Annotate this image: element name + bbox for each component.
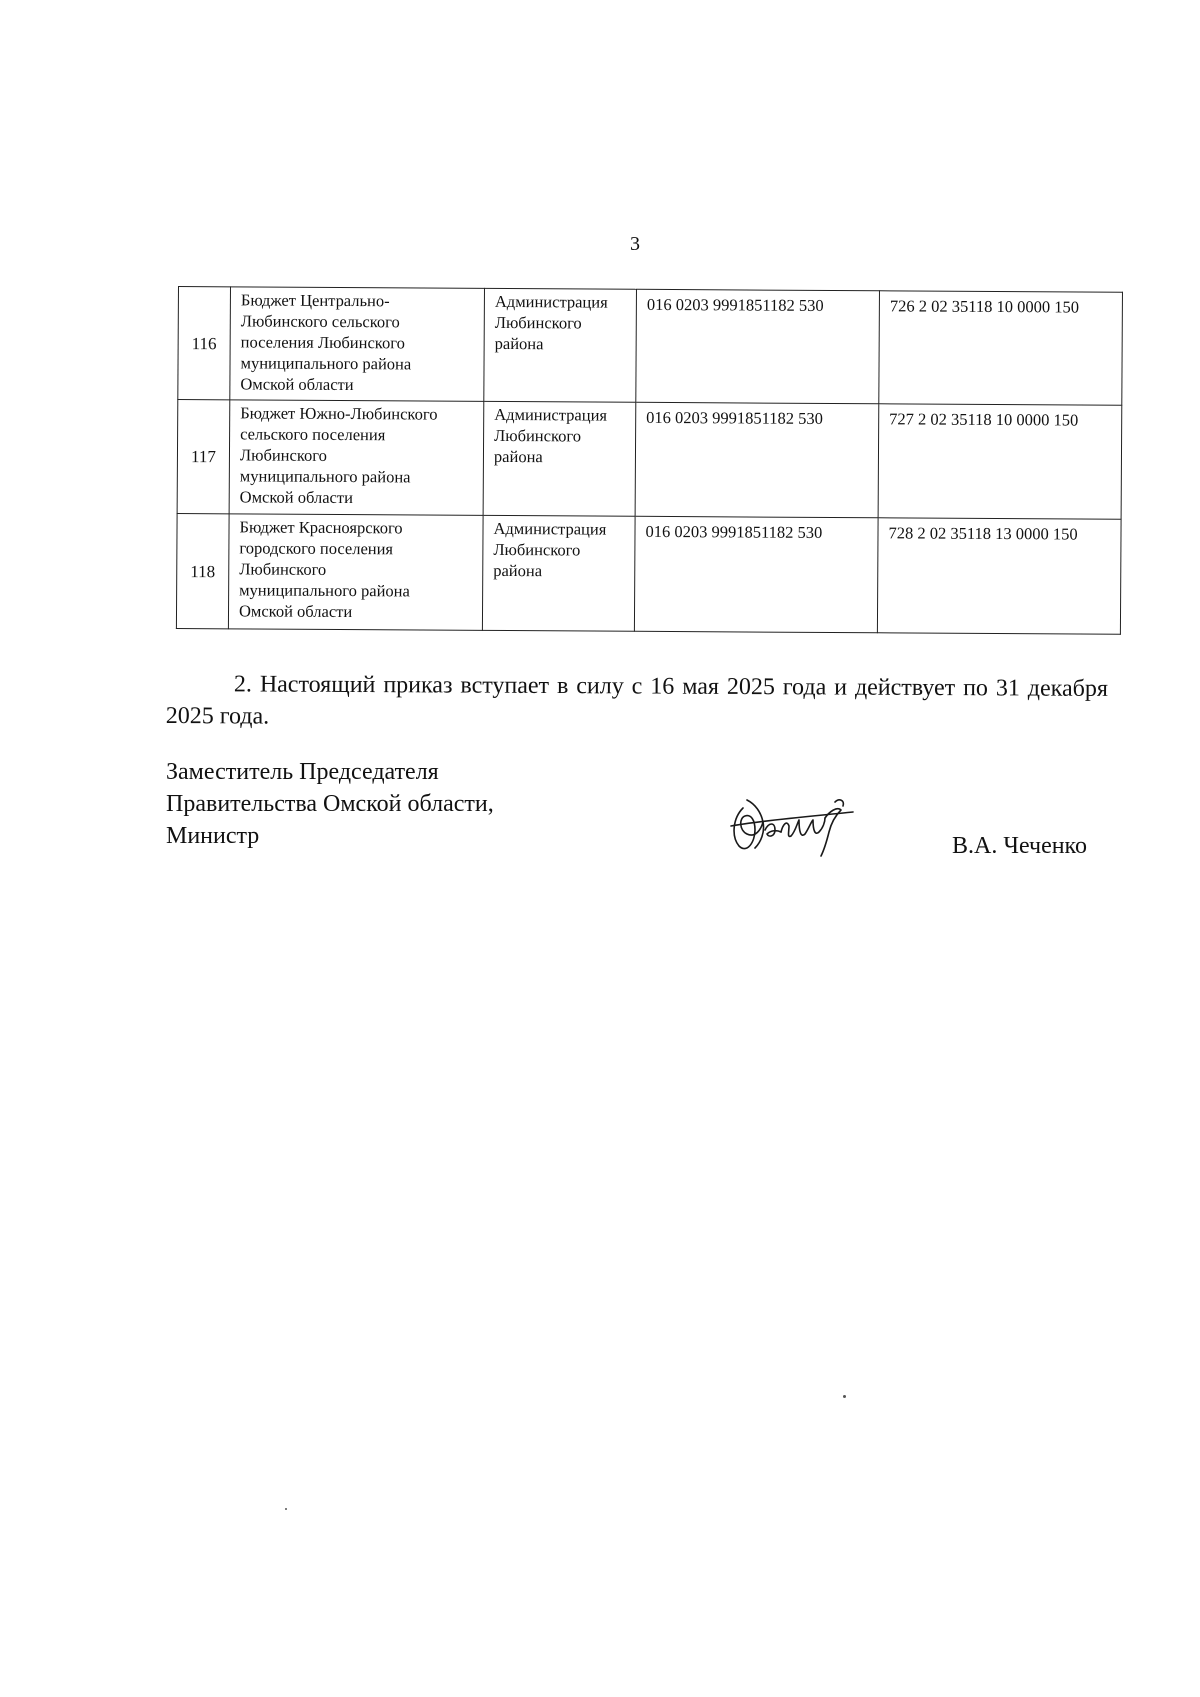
income-code-cell: 727 2 02 35118 10 0000 150	[878, 404, 1122, 519]
budget-name-line: Любинского	[239, 445, 327, 465]
administrator-line: района	[493, 560, 543, 581]
budget-name-line: Омской области	[238, 601, 353, 622]
row-number: 116	[178, 287, 231, 400]
administrator-line: Любинского	[494, 312, 582, 333]
budget-name-line: муниципального района	[240, 353, 412, 374]
administrator-line: Администрация	[493, 518, 607, 539]
administrator-line: Любинского	[494, 425, 582, 446]
table-row	[178, 287, 1123, 406]
signer-title-line: Правительства Омской области,	[166, 791, 494, 817]
treasury-code-cell: 016 0203 9991851182 530	[635, 402, 879, 517]
income-code-cell: 726 2 02 35118 10 0000 150	[879, 291, 1123, 405]
budget-name-line: Бюджет Южно-Любинского	[240, 403, 438, 424]
budget-name-line: поселения Любинского	[240, 332, 405, 353]
signer-title	[166, 756, 494, 852]
budget-name-line: Любинского сельского	[240, 311, 400, 332]
row-number: 118	[176, 513, 229, 628]
budget-table	[176, 286, 1123, 635]
budget-name-cell	[230, 287, 485, 402]
budget-name-cell	[229, 400, 484, 516]
table-row	[177, 400, 1122, 520]
income-code-cell: 728 2 02 35118 13 0000 150	[877, 518, 1121, 634]
budget-name-line: Омской области	[240, 374, 354, 395]
table-row	[176, 513, 1121, 634]
budget-name-line: сельского поселения	[240, 424, 386, 445]
administrator-line: Администрация	[494, 291, 608, 312]
scan-speck	[843, 1395, 846, 1398]
administrator-line: Администрация	[494, 404, 608, 425]
administrator-cell	[484, 288, 637, 402]
row-number: 117	[177, 400, 230, 514]
page-number: 3	[630, 233, 640, 255]
budget-name-line: Бюджет Красноярского	[239, 517, 403, 538]
budget-name-line: Любинского	[239, 559, 327, 579]
administrator-line: района	[494, 333, 544, 354]
scan-speck	[285, 1508, 287, 1510]
administrator-line: района	[493, 446, 543, 467]
administrator-cell	[483, 401, 636, 516]
signer-title-line: Заместитель Председателя	[166, 759, 439, 785]
administrator-line: Любинского	[493, 539, 581, 560]
budget-name-line: Бюджет Центрально-	[240, 290, 390, 311]
budget-name-line: муниципального района	[239, 580, 410, 601]
budget-name-line: муниципального района	[239, 466, 411, 487]
budget-name-line: Омской области	[239, 487, 354, 508]
signer-name: В.А. Чеченко	[952, 833, 1087, 859]
signer-title-line: Министр	[166, 823, 260, 849]
budget-name-line: городского поселения	[239, 538, 394, 559]
budget-name-cell	[228, 514, 483, 631]
clause-effective-date: 2. Настоящий приказ вступает в силу с 16 мая 2025 года и действует по 31 декабря 2025 года.	[165, 671, 1108, 730]
treasury-code-cell: 016 0203 9991851182 530	[634, 516, 878, 632]
administrator-cell	[482, 515, 635, 631]
handwritten-signature	[725, 790, 875, 860]
treasury-code-cell: 016 0203 9991851182 530	[636, 289, 880, 403]
